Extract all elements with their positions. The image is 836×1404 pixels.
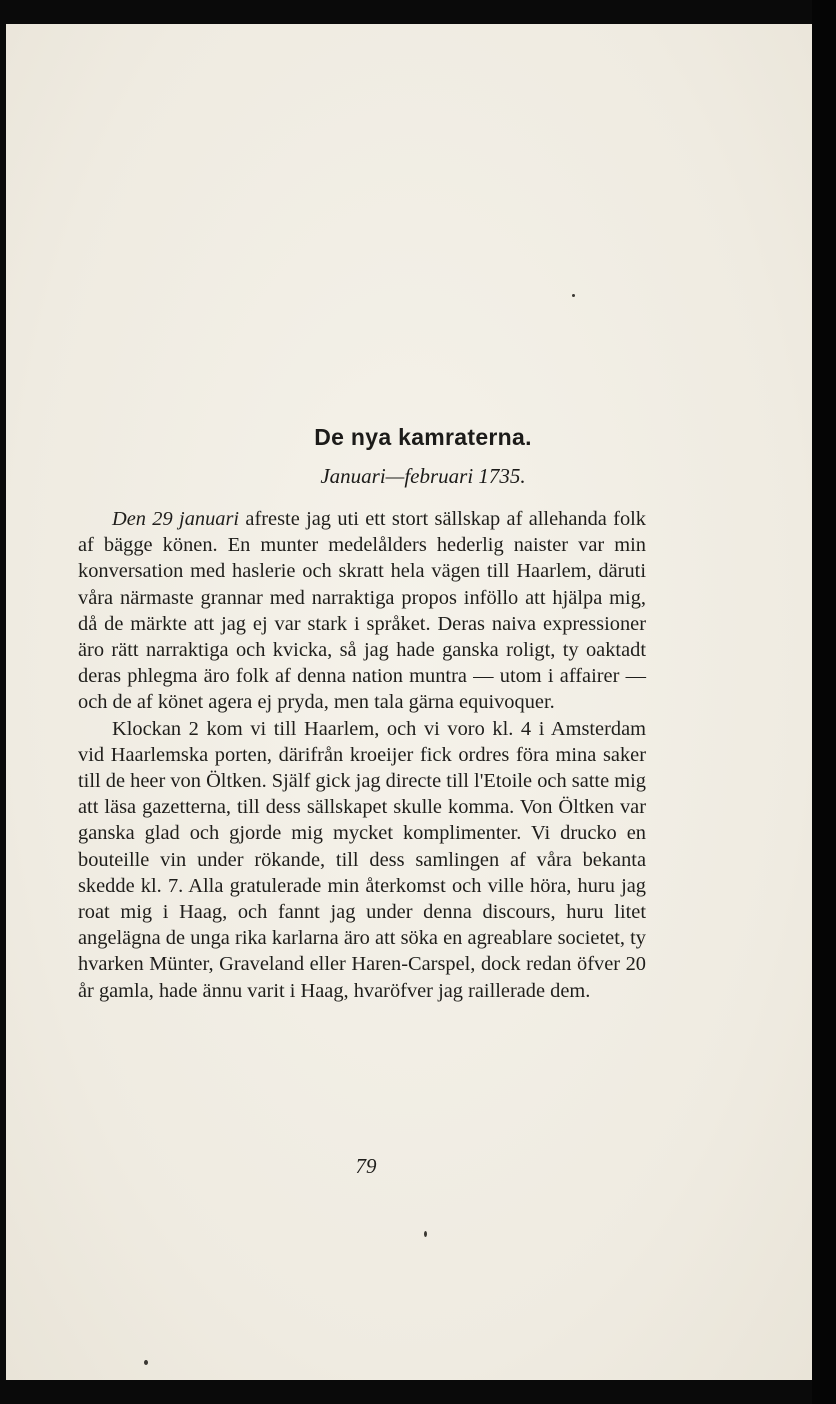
paragraph-2: Klockan 2 kom vi till Haarlem, och vi voro kl. 4 i Amsterdam vid Haarlemska porten, därifrån kroeijer fick ordres föra mina saker till de heer von Öltken. Själf gick jag directe till l'Etoile och satte mig att läsa gazetterna, till dess sällskapet skulle komma. Von Öltken var ganska glad och gjorde mig mycket komplimenter. Vi drucko en bouteille vin under rökande, till dess samlingen af våra bekanta skedde kl. 7. Alla gratulerade min återkomst och ville höra, huru jag roat mig i Haag, och fannt jag under denna discours, huru litet angelägna de unga rika karlarna äro att söka en agreablare societet, ty hvarken Münter, Graveland eller Haren-Carspel, dock redan öfver 20 år gamla, hade ännu varit i Haag, hvaröfver jag raillerade dem. (78, 717, 646, 1002)
body-text (78, 506, 646, 1004)
paragraph-1 (78, 506, 646, 716)
dust-speck (144, 1360, 148, 1365)
book-page (6, 24, 812, 1380)
scan-edge-right (812, 0, 836, 1404)
dust-speck (424, 1231, 427, 1237)
chapter-heading: De nya kamraterna. (314, 424, 532, 450)
chapter-dateline: Januari—februari 1735. (320, 464, 526, 488)
page-number: 79 (355, 1154, 377, 1178)
entry-date: Den 29 januari (112, 508, 240, 530)
paragraph-1-text: afreste jag uti ett stort sällskap af allehanda folk af bägge könen. En munter medelålders hederlig naister var min konversation med haslerie och skratt hela vägen till Haarlem, däruti våra närmaste grannar med narraktiga propos inföllo att hjälpa mig, då de märkte att jag ej var stark i språket. Deras naiva expressioner äro rätt narraktiga och kvicka, så jag hade ganska roligt, ty oaktadt deras phlegma äro folk af denna nation muntra — utom i affairer — och de af könet agera ej pryda, men tala gärna equivoquer. (78, 508, 647, 714)
dust-speck (572, 294, 575, 297)
